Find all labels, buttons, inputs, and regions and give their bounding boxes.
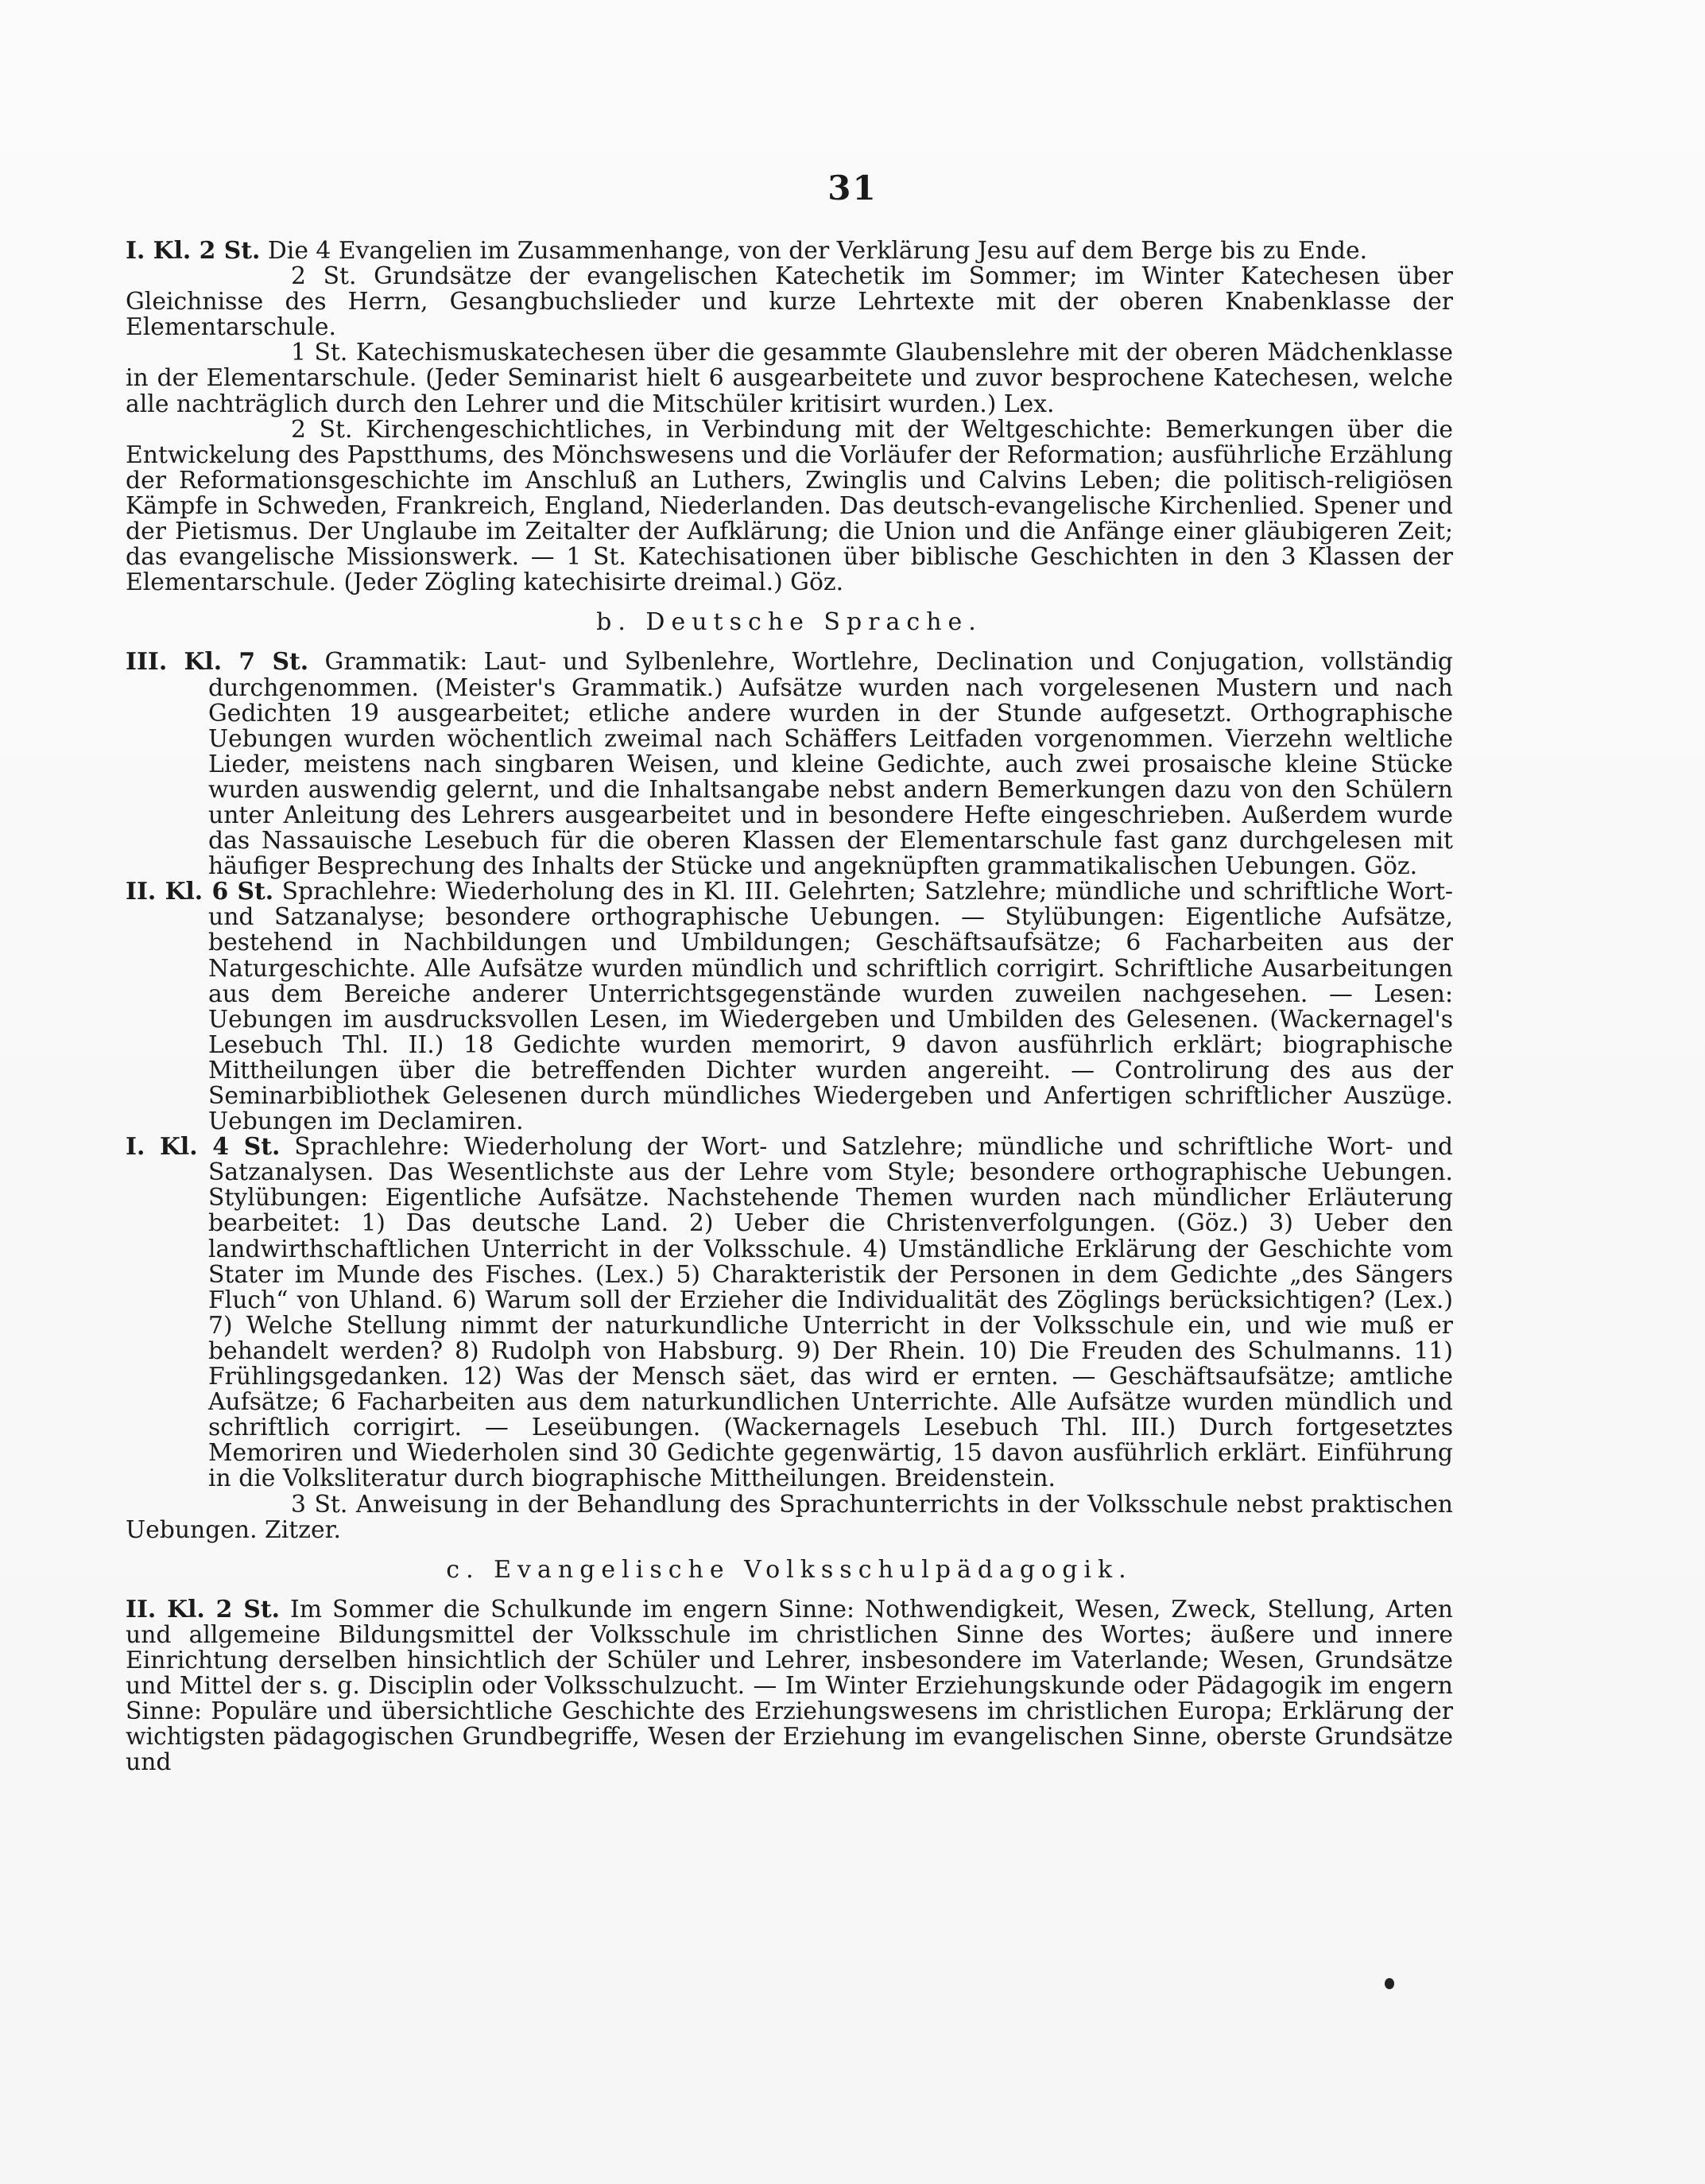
class-label: II. Kl. 6 St.: [126, 878, 274, 906]
body-text: [126, 239, 1453, 1775]
paragraph-katechetik: 2 St. Grundsätze der evangelischen Katechetik im Sommer; im Winter Katechesen über Gleichnisse des Herrn, Gesangbuchslieder und kurze Lehrtexte mit der oberen Knabenklasse der Elementarschule.: [126, 262, 1453, 342]
page-number: 31: [827, 169, 878, 208]
ink-spot: [1385, 1978, 1394, 1989]
paragraph-text: Grammatik: Laut- und Sylbenlehre, Wortlehre, Declination und Conjugation, vollständig durchgenommen. (Meister's Grammatik.) Aufsätze wurden nach vorgelesenen Mustern und nach Gedichten 19 ausgearbeitet; etliche andere wurden in der Stunde aufgesetzt. Orthographische Uebungen wurden wöchentlich zweimal nach Schäffers Leitfaden vorgenommen. Vierzehn weltliche Lieder, meistens nach singbaren Weisen, und kleine Gedichte, auch zwei prosaische kleine Stücke wurden auswendig gelernt, und die Inhaltsangabe nebst andern Bemerkungen dazu von den Schülern unter Anleitung des Lehrers ausgearbeitet und in besondere Hefte eingeschrieben. Außerdem wurde das Nassauische Lesebuch für die oberen Klassen der Elementarschule fast ganz durchgelesen mit häufiger Besprechung des Inhalts der Stücke und angeknüpften grammatikalischen Uebungen. Göz.: [208, 648, 1453, 881]
paragraph-text: Sprachlehre: Wiederholung der Wort- und Satzlehre; mündliche und schriftliche Wort- und Satzanalysen. Das Wesentlichste aus der Lehre vom Style; besondere orthographische Uebungen. Stylübungen: Eigentliche Aufsätze. Nachstehende Themen wurden nach mündlicher Erläuterung bearbeitet: 1) Das deutsche Land. 2) Ueber die Christenverfolgungen. (Göz.) 3) Ueber den landwirthschaftlichen Unterricht in der Volksschule. 4) Umständliche Erklärung der Geschichte vom Stater im Munde des Fisches. (Lex.) 5) Charakteristik der Personen in dem Gedichte „des Sängers Fluch“ von Uhland. 6) Warum soll der Erzieher die Individualität des Zöglings berücksichtigen? (Lex.) 7) Welche Stellung nimmt der naturkundliche Unterricht in der Volksschule ein, und wie muß er behandelt werden? 8) Rudolph von Habsburg. 9) Der Rhein. 10) Die Freuden des Schulmanns. 11) Frühlingsgedanken. 12) Was der Mensch säet, das wird er ernten. — Geschäftsaufsätze; amtliche Aufsätze; 6 Facharbeiten aus dem naturkundlichen Unterrichte. Alle Aufsätze wurden mündlich und schriftlich corrigirt. — Leseübungen. (Wackernagels Lesebuch Thl. III.) Durch fortgesetztes Memoriren und Wiederholen sind 30 Gedichte gegenwärtig, 15 davon ausführlich erklärt. Einführung in die Volksliteratur durch biographische Mittheilungen. Breidenstein.: [208, 1133, 1453, 1493]
paragraph-sprachunterricht: 3 St. Anweisung in der Behandlung des Sprachunterrichts in der Volksschule nebst praktischen Uebungen. Zitzer.: [126, 1490, 1453, 1544]
paragraph-ii-kl-deutsch: [126, 879, 1453, 1135]
paragraph-text: Im Sommer die Schulkunde im engern Sinne: Nothwendigkeit, Wesen, Zweck, Stellung, Arten und allgemeine Bildungsmittel der Volksschule im christlichen Sinne des Wortes; äußere und innere Einrichtung derselben hinsichtlich der Schüler und Lehrer, insbesondere im Vaterlande; Wesen, Grundsätze und Mittel der s. g. Disciplin oder Volksschulzucht. — Im Winter Erziehungskunde oder Pädagogik im engern Sinne: Populäre und übersichtliche Geschichte des Erziehungswesens im christlichen Europa; Erklärung der wichtigsten pädagogischen Grundbegriffe, Wesen der Erziehung im evangelischen Sinne, oberste Grundsätze und: [126, 1595, 1453, 1777]
class-label: I. Kl. 2 St.: [126, 237, 261, 265]
class-label: II. Kl. 2 St.: [126, 1595, 280, 1623]
class-label: I. Kl. 4 St.: [126, 1133, 281, 1162]
paragraph-kirchengeschichte: 2 St. Kirchengeschichtliches, in Verbindung mit der Weltgeschichte: Bemerkungen über die Entwickelung des Papstthums, des Mönchswesens und die Vorläufer der Reformation; ausführliche Erzählung der Reformationsgeschichte im Anschluß an Luthers, Zwinglis und Calvins Leben; die politisch-religiösen Kämpfe in Schweden, Frankreich, England, Niederlanden. Das deutsch-evangelische Kirchenlied. Spener und der Pietismus. Der Unglaube im Zeitalter der Aufklärung; die Union und die Anfänge einer gläubigeren Zeit; das evangelische Missionswerk. — 1 St. Katechisationen über biblische Geschichten in den 3 Klassen der Elementarschule. (Jeder Zögling katechisirte dreimal.) Göz.: [126, 415, 1453, 597]
section-heading-paedagogik: c. Evangelische Volksschulpädagogik.: [446, 1555, 1133, 1584]
paragraph-text: Sprachlehre: Wiederholung des in Kl. III. Gelehrten; Satzlehre; mündliche und schriftliche Wort- und Satzanalyse; besondere orthographische Uebungen. — Stylübungen: Eigentliche Aufsätze, bestehend in Nachbildungen und Umbildungen; Geschäftsaufsätze; 6 Facharbeiten aus der Naturgeschichte. Alle Aufsätze wurden mündlich und schriftlich corrigirt. Schriftliche Ausarbeitungen aus dem Bereiche anderer Unterrichtsgegenstände wurden zuweilen nachgesehen. — Lesen: Uebungen im ausdrucksvollen Lesen, im Wiedergeben und Umbilden des Gelesenen. (Wackernagel's Lesebuch Thl. II.) 18 Gedichte wurden memorirt, 9 davon ausführlich erklärt; biographische Mittheilungen über die betreffenden Dichter wurden angereiht. — Controlirung des aus der Seminarbibliothek Gelesenen durch mündliches Wiedergeben und Anfertigen schriftlicher Auszüge. Uebungen im Declamiren.: [208, 878, 1453, 1136]
paragraph-katechismus: 1 St. Katechismuskatechesen über die gesammte Glaubenslehre mit der oberen Mädchenklasse in der Elementarschule. (Jeder Seminarist hielt 6 ausgearbeitete und zuvor besprochene Katechesen, welche alle nachträglich durch den Lehrer und die Mitschüler kritisirt wurden.) Lex.: [126, 339, 1453, 418]
section-heading-deutsche-sprache: b. Deutsche Sprache.: [596, 608, 982, 637]
class-label: III. Kl. 7 St.: [126, 648, 309, 677]
paragraph-text: Die 4 Evangelien im Zusammenhange, von der Verklärung Jesu auf dem Berge bis zu Ende.: [267, 237, 1368, 265]
paragraph-i-kl-religion: [126, 239, 1453, 264]
paragraph-ii-kl-paedagogik: [126, 1597, 1453, 1776]
paragraph-iii-kl-deutsch: [126, 650, 1453, 879]
paragraph-i-kl-deutsch: [126, 1135, 1453, 1492]
